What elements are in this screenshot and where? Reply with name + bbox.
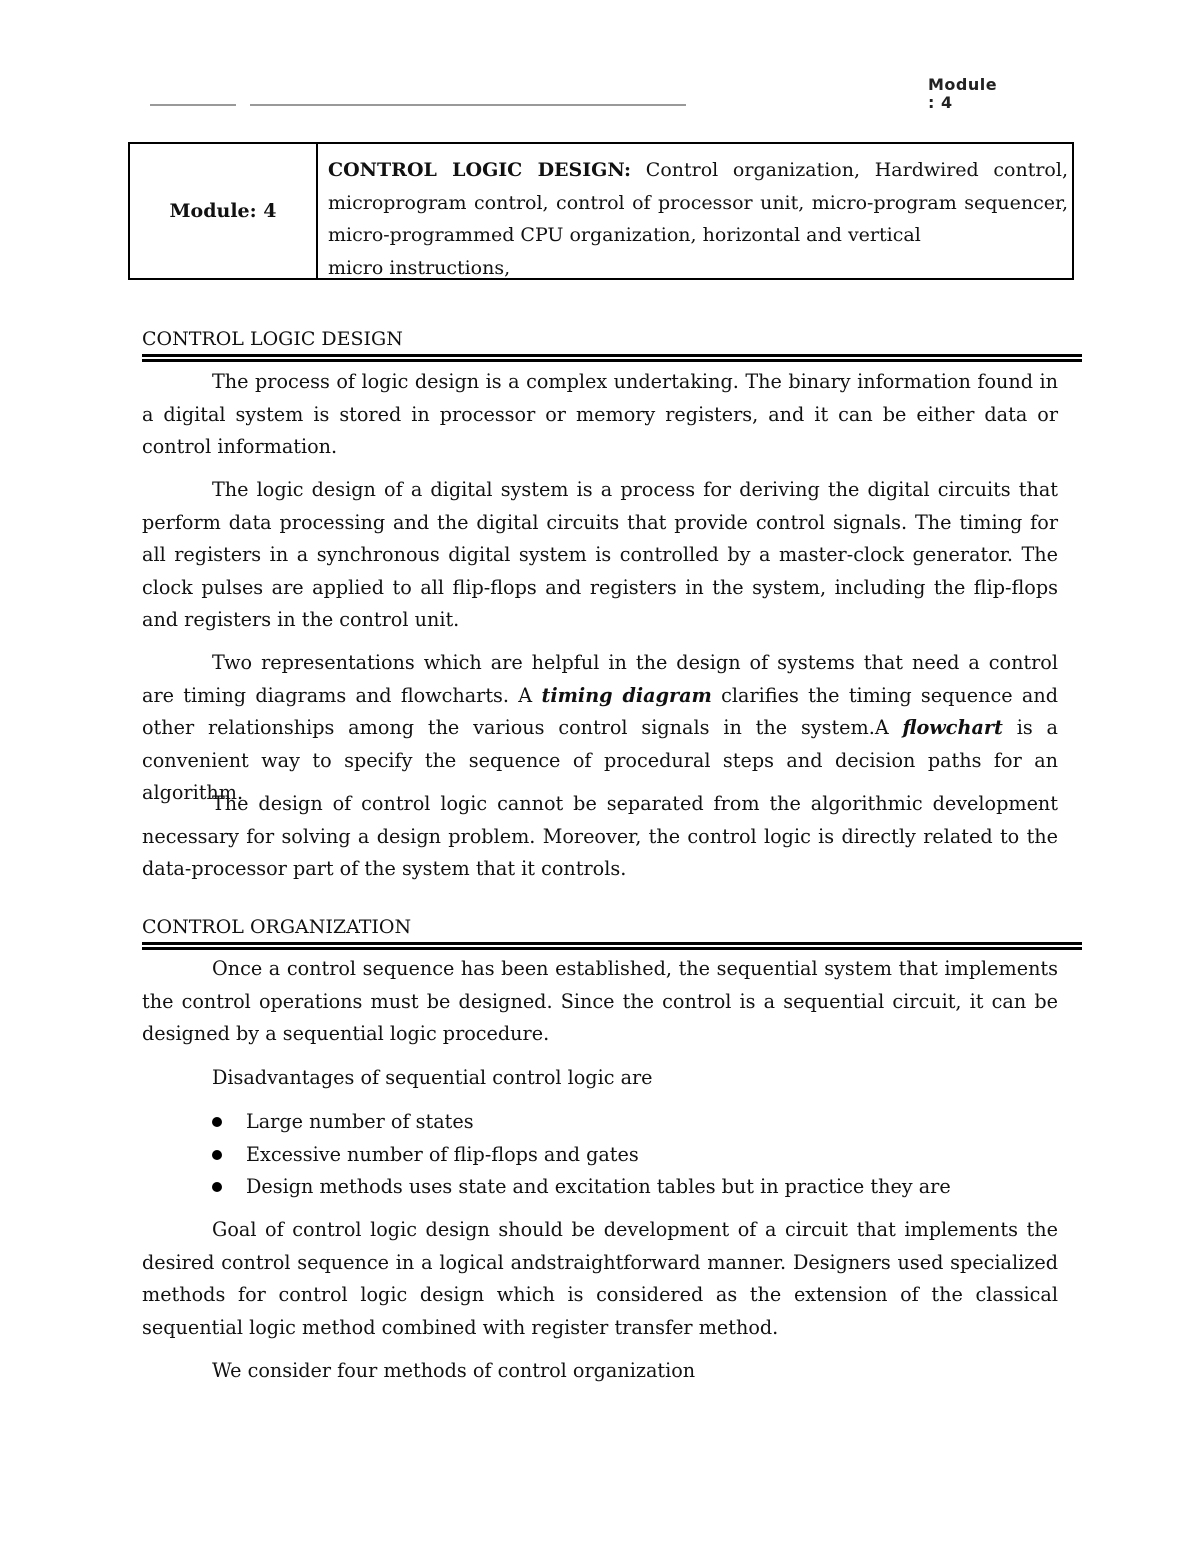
disadvantages-list [212, 1106, 951, 1204]
topic-heading: CONTROL LOGIC DESIGN: [328, 159, 632, 181]
topic-line-1 [328, 154, 1068, 187]
section-rule [142, 354, 1082, 362]
paragraph-text: Two representations which are helpful in the design of systems that need a control are timing diagrams and flowcharts. A [142, 651, 1058, 707]
paragraph-text: Once a control sequence has been established, the sequential system that implements the control operations must be designed. Since the control is a sequential circuit, it can be designed by a sequential logic procedure. [142, 957, 1058, 1046]
term-timing-diagram: timing diagram [541, 683, 712, 707]
bullet-icon [212, 1150, 222, 1160]
header-module-number: : 4 [928, 93, 953, 112]
list-item [212, 1106, 951, 1139]
list-item-text: Design methods uses state and excitation tables but in practice they are [246, 1175, 951, 1199]
paragraph [142, 474, 1058, 637]
paragraph-text: The design of control logic cannot be separated from the algorithmic development necessary for solving a design problem. Moreover, the control logic is directly related to the data-processor part of the system that it controls. [142, 792, 1058, 881]
bullet-icon [212, 1117, 222, 1127]
methods-lead: We consider four methods of control organization [212, 1359, 696, 1382]
module-topics-cell [318, 144, 1072, 278]
list-item [212, 1171, 951, 1204]
list-item-text: Excessive number of flip-flops and gates [246, 1142, 639, 1166]
paragraph-text: is a convenient way to specify the sequence of procedural steps and decision paths for an algorithm. [142, 716, 1058, 805]
topic-line-1-rest: Control organization, Hardwired control, [631, 159, 1068, 181]
topic-line-4: micro instructions, [328, 256, 511, 279]
header-rule [150, 104, 236, 106]
disadvantages-lead: Disadvantages of sequential control logic are [212, 1066, 653, 1089]
section-rule [142, 942, 1082, 950]
paragraph [142, 1214, 1058, 1344]
header-rule [250, 104, 686, 106]
paragraph-text: Goal of control logic design should be development of a circuit that implements the desired control sequence in a logical andstraightforward manner. Designers used specialized methods for control logic design which is considered as the extension of the classical sequential logic method combined with register transfer method. [142, 1218, 1058, 1339]
module-label-cell: Module: 4 [130, 144, 318, 278]
topic-line-3: micro-programmed CPU organization, horizontal and vertical [328, 224, 921, 246]
paragraph [142, 788, 1058, 886]
paragraph-text: The process of logic design is a complex undertaking. The binary information found in a digital system is stored in processor or memory registers, and it can be either data or control information. [142, 370, 1058, 459]
paragraph [142, 647, 1058, 810]
bullet-icon [212, 1182, 222, 1192]
paragraph-text: The logic design of a digital system is a process for deriving the digital circuits that perform data processing and the digital circuits that provide control signals. The timing for all registers in a synchronous digital system is controlled by a master-clock generator. The clock pulses are applied to all flip-flops and registers in the system, including the flip-flops and registers in the control unit. [142, 478, 1058, 632]
paragraph [142, 953, 1058, 1051]
list-item [212, 1139, 951, 1172]
module-topic-table [128, 142, 1074, 280]
page-header-module [928, 76, 997, 112]
topic-line-2: microprogram control, control of processor unit, micro-program sequencer, [328, 191, 1068, 214]
term-flowchart: flowchart [902, 716, 1003, 740]
section-title-control-organization: CONTROL ORGANIZATION [142, 916, 412, 938]
paragraph [142, 366, 1058, 464]
header-module-label: Module [928, 75, 998, 94]
section-title-control-logic-design: CONTROL LOGIC DESIGN [142, 328, 403, 350]
paragraph-text: clarifies the timing sequence and other relationships among the various control signals in the system.A [142, 683, 1058, 740]
list-item-text: Large number of states [246, 1110, 474, 1133]
